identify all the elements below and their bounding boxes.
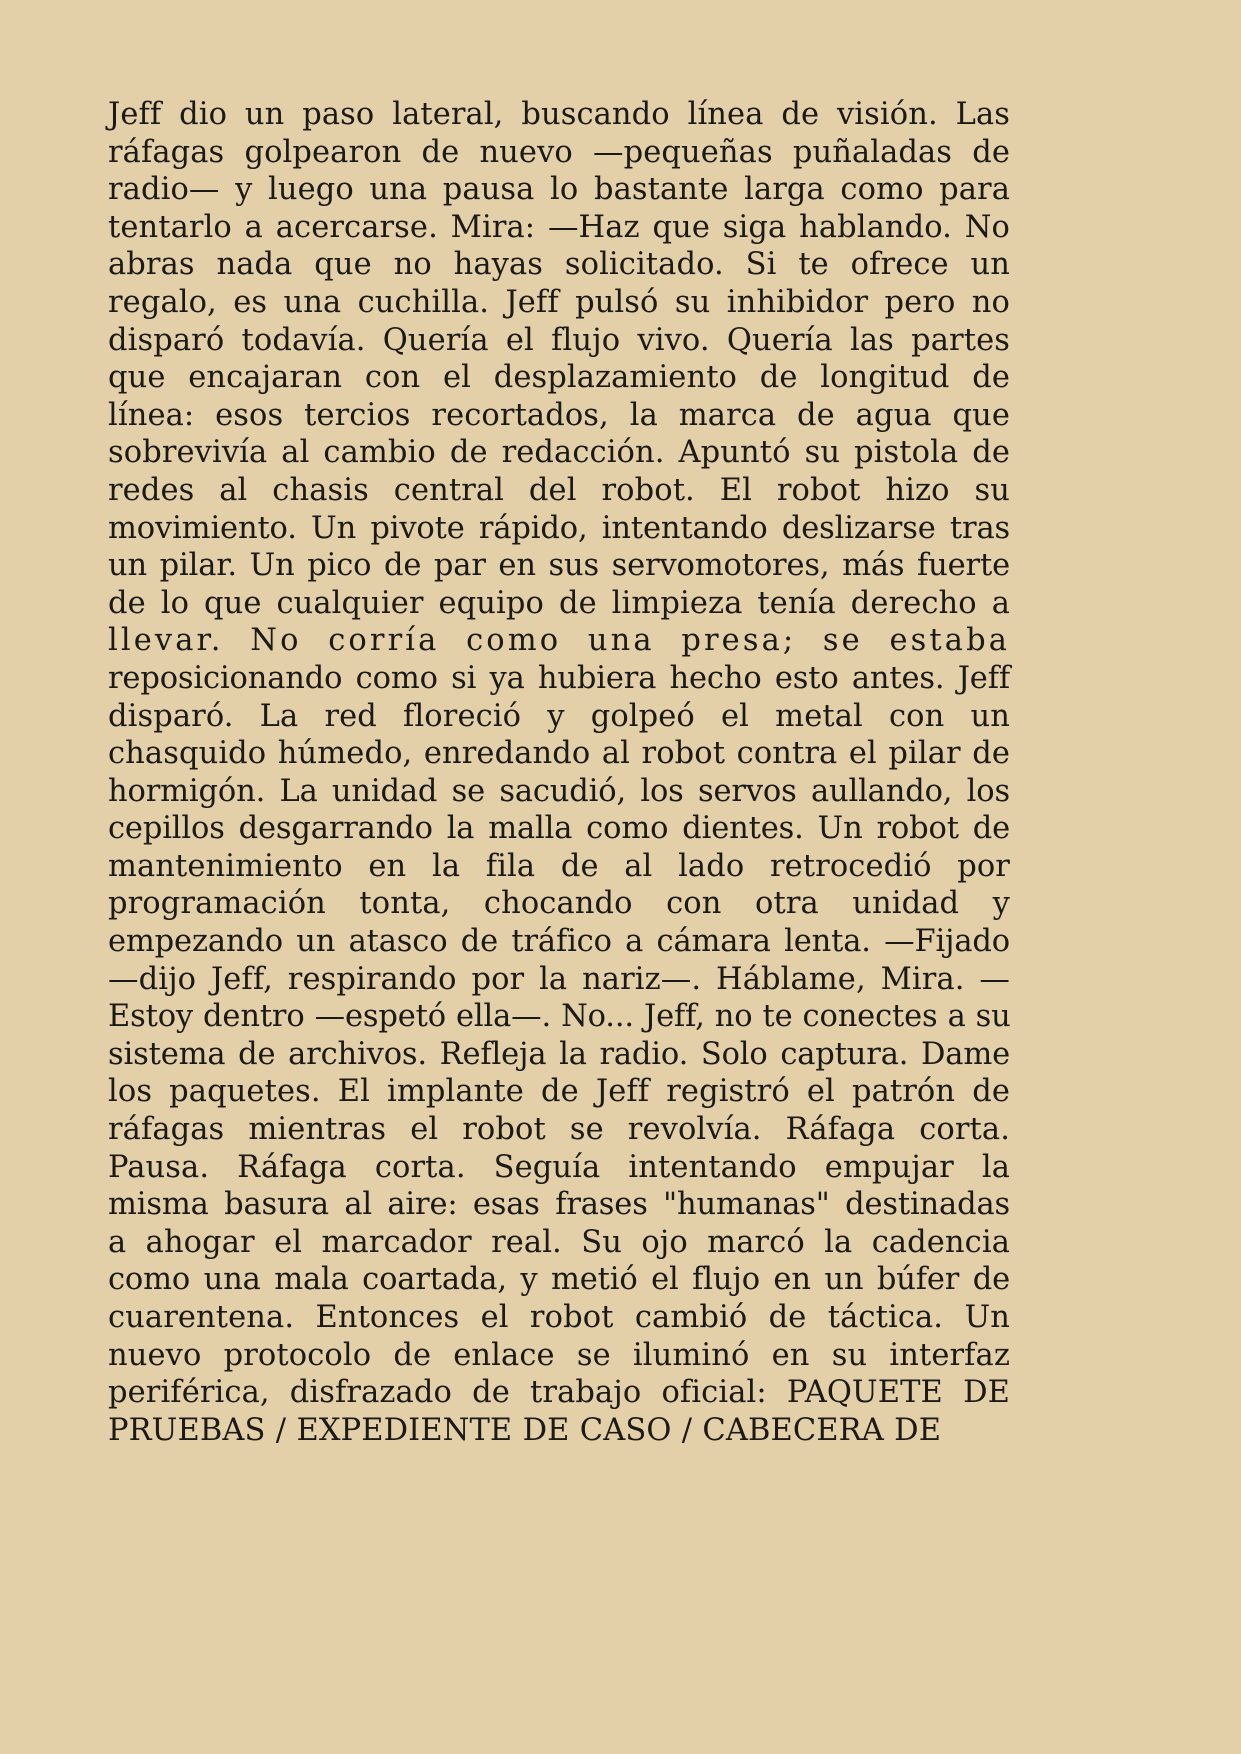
- text-line: que encajaran con el desplazamiento de longitud de: [108, 360, 1010, 396]
- text-line: como una mala coartada, y metió el flujo en un búfer de: [108, 1262, 1010, 1298]
- text-line: hormigón. La unidad se sacudió, los servos aullando, los: [108, 773, 1010, 809]
- text-line: movimiento. Un pivote rápido, intentando deslizarse tras: [108, 510, 1010, 546]
- text-line: empezando un atasco de tráfico a cámara lenta. —Fijado: [108, 924, 1010, 960]
- text-line: periférica, disfrazado de trabajo oficial: PAQUETE DE: [108, 1375, 1010, 1411]
- text-line: programación tonta, chocando con otra unidad y: [108, 886, 1010, 922]
- text-line: ráfagas golpearon de nuevo —pequeñas puñaladas de: [108, 134, 1010, 170]
- text-line: cuarentena. Entonces el robot cambió de táctica. Un: [108, 1300, 1010, 1335]
- text-line: misma basura al aire: esas frases "humanas" destinadas: [108, 1187, 1010, 1223]
- text-line: disparó todavía. Quería el flujo vivo. Quería las partes: [108, 322, 1010, 358]
- text-line: tentarlo a acercarse. Mira: —Haz que siga hablando. No: [108, 209, 1010, 245]
- text-line: línea: esos tercios recortados, la marca de agua que: [108, 397, 1010, 433]
- text-line: Jeff dio un paso lateral, buscando línea de visión. Las: [108, 97, 1010, 132]
- text-line: cepillos desgarrando la malla como dientes. Un robot de: [108, 811, 1010, 847]
- text-line: Pausa. Ráfaga corta. Seguía intentando empujar la: [108, 1149, 1010, 1185]
- text-line: los paquetes. El implante de Jeff registró el patrón de: [108, 1074, 1010, 1110]
- text-line: a ahogar el marcador real. Su ojo marcó la cadencia: [108, 1224, 1010, 1260]
- text-line: de lo que cualquier equipo de limpieza tenía derecho a: [108, 585, 1010, 621]
- text-line: sistema de archivos. Refleja la radio. Solo captura. Dame: [108, 1036, 1010, 1072]
- text-line: chasquido húmedo, enredando al robot contra el pilar de: [108, 736, 1010, 772]
- text-line: un pilar. Un pico de par en sus servomotores, más fuerte: [108, 548, 1010, 584]
- text-line: Estoy dentro —espetó ella—. No... Jeff, no te conectes a su: [108, 999, 1011, 1035]
- text-line: redes al chasis central del robot. El robot hizo su: [108, 472, 1010, 508]
- text-line: radio— y luego una pausa lo bastante larga como para: [108, 172, 1010, 208]
- text-line: ráfagas mientras el robot se revolvía. Ráfaga corta.: [108, 1112, 1010, 1148]
- text-line: —dijo Jeff, respirando por la nariz—. Háblame, Mira. —: [108, 961, 1010, 997]
- text-line: mantenimiento en la fila de al lado retrocedió por: [108, 848, 1010, 884]
- text-line: nuevo protocolo de enlace se iluminó en su interfaz: [108, 1337, 1010, 1373]
- body-text: [108, 96, 1010, 1449]
- text-line: reposicionando como si ya hubiera hecho esto antes. Jeff: [108, 660, 1010, 696]
- text-line: llevar. No corría como una presa; se estaba: [108, 623, 1010, 659]
- text-line: regalo, es una cuchilla. Jeff pulsó su inhibidor pero no: [108, 284, 1010, 320]
- text-line: PRUEBAS / EXPEDIENTE DE CASO / CABECERA DE: [108, 1412, 942, 1448]
- text-line: sobrevivía al cambio de redacción. Apuntó su pistola de: [108, 435, 1010, 471]
- text-line: disparó. La red floreció y golpeó el metal con un: [108, 698, 1010, 734]
- text-line: abras nada que no hayas solicitado. Si te ofrece un: [108, 247, 1010, 283]
